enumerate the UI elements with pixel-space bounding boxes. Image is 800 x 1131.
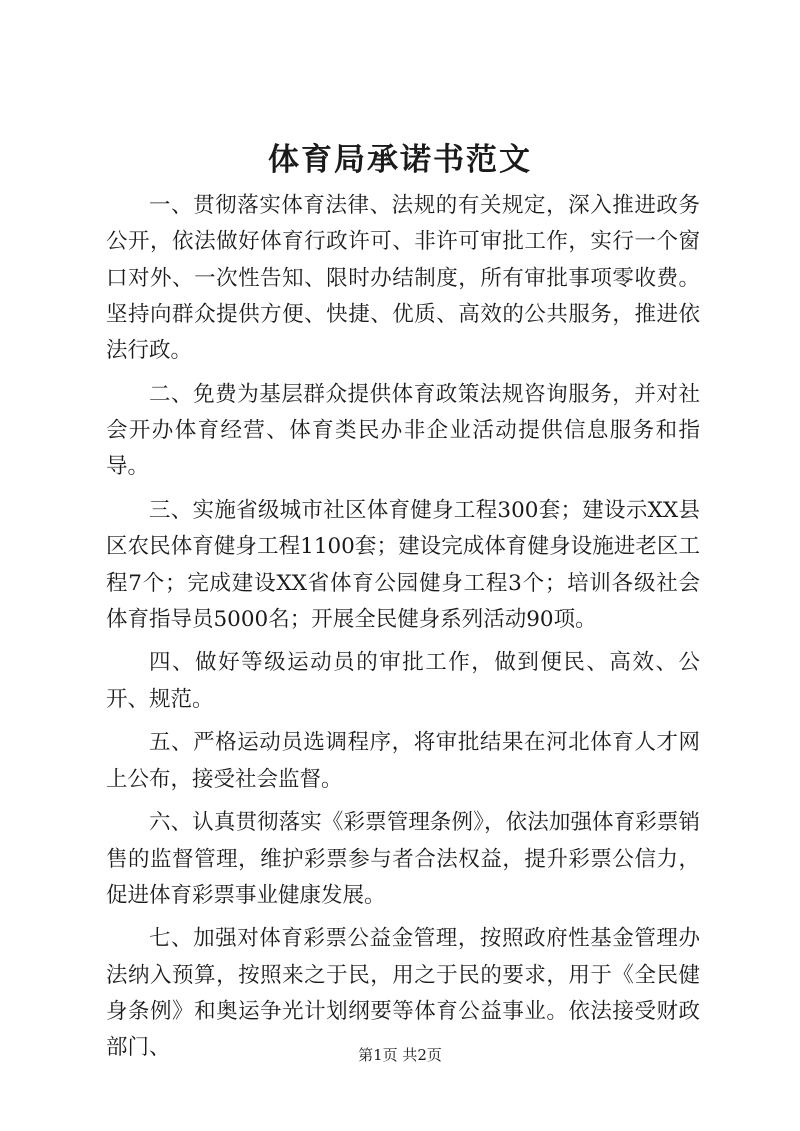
paragraph-6: 六、认真贯彻落实《彩票管理条例》，依法加强体育彩票销售的监督管理，维护彩票参与者合法权益，提升彩票公信力，促进体育彩票事业健康发展。 — [106, 810, 700, 908]
paragraph-2: 二、免费为基层群众提供体育政策法规咨询服务，并对社会开办体育经营、体育类民办非企业活动提供信息服务和指导。 — [106, 381, 700, 480]
paragraph-7: 七、加强对体育彩票公益金管理，按照政府性基金管理办法纳入预算，按照来之于民，用之于民的要求，用于《全民健身条例》和奥运争光计划纲要等体育公益事业。依法接受财政部门、 — [106, 926, 700, 1061]
document-title: 体育局承诺书范文 — [268, 142, 532, 178]
paragraph-1: 一、贯彻落实体育法律、法规的有关规定，深入推进政务公开，依法做好体育行政许可、非许可审批工作，实行一个窗口对外、一次性告知、限时办结制度，所有审批事项零收费。坚持向群众提供方便、快捷、优质、高效的公共服务，推进依法行政。 — [106, 193, 700, 364]
paragraph-3: 三、实施省级城市社区体育健身工程300套；建设示XX县区农民体育健身工程1100套；建设完成体育健身设施进老区工程7个；完成建设XX省体育公园健身工程3个；培训各级社会体育指导员5000名；开展全民健身系列活动90项。 — [106, 497, 700, 632]
page-number-footer: 第1页 共2页 — [358, 1046, 442, 1064]
document-body — [106, 188, 700, 1074]
paragraph-4: 四、做好等级运动员的审批工作，做到便民、高效、公开、规范。 — [106, 650, 700, 712]
paragraph-5: 五、严格运动员选调程序，将审批结果在河北体育人才网上公布，接受社会监督。 — [106, 730, 700, 792]
